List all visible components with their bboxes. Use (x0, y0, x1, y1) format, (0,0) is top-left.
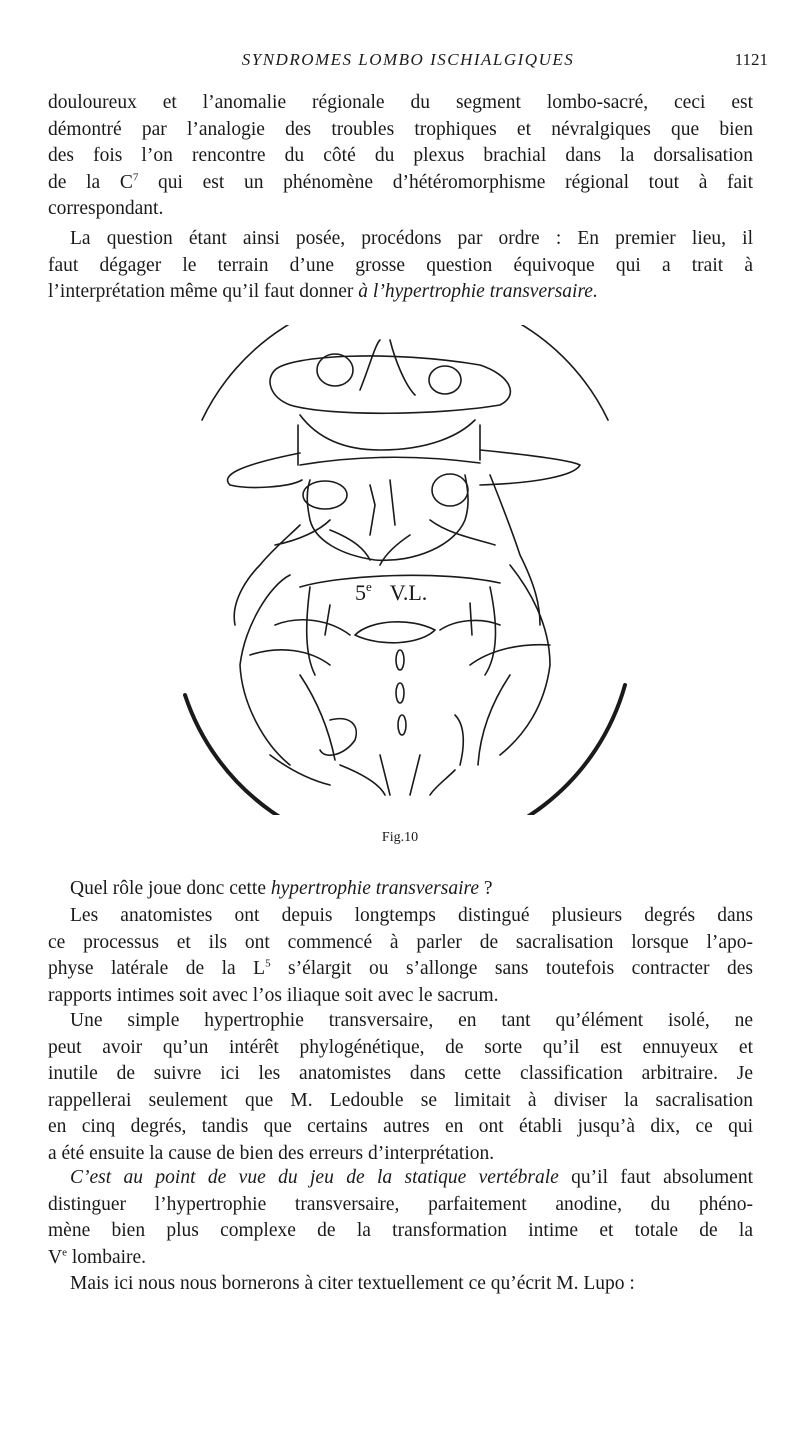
text-line: l’interprétation même qu’il faut donner à l’hypertrophie transversaire. (48, 281, 598, 302)
text-line: faut dégager le terrain d’une grosse question équivoque qui a trait à (48, 254, 753, 276)
paragraph-2 (48, 226, 753, 306)
superscript: e (62, 1246, 67, 1258)
text-line: rappellerai seulement que M. Ledouble se limitait à diviser la sacralisation (48, 1089, 753, 1111)
text-line: mène bien plus complexe de la transformation intime et totale de la (48, 1220, 753, 1241)
text-line: correspondant. (48, 198, 164, 219)
text-line: distinguer l’hypertrophie transversaire, parfaitement anodine, du phéno- (48, 1193, 753, 1215)
circle-arc-top (202, 325, 608, 420)
italic-phrase: à l’hypertrophie transversaire. (358, 281, 598, 302)
text-line: ce processus et ils ont commencé à parler de sacralisation lorsque l’apo- (48, 931, 753, 953)
italic-phrase: hypertrophie transversaire (270, 878, 480, 899)
running-header (48, 50, 768, 76)
running-title: SYNDROMES LOMBO ISCHIALGIQUES (241, 50, 575, 69)
text-line: des fois l’on rencontre du côté du plexus brachial dans la dorsalisation (48, 145, 753, 166)
italic-phrase: C’est au point de vue du jeu de la statique vertébrale (70, 1167, 559, 1188)
text-line: Ve lombaire. (48, 1246, 147, 1268)
page-number: 1121 (734, 50, 768, 69)
text-line: La question étant ainsi posée, procédons par ordre : En premier lieu, il (70, 228, 753, 249)
text-line: de la $C^7$ qui est un phénomène d’hétéromorphisme régional tout à fait (48, 171, 754, 193)
figure-caption: Fig.10 (381, 830, 419, 845)
paragraph-7 (48, 1271, 753, 1298)
circle-arc-bottom (185, 685, 625, 815)
vertebra-label: 5e V.L. (355, 579, 428, 605)
text-line: démontré par l’analogie des troubles trophiques et névralgiques que bien (48, 118, 753, 140)
text-line: C’est au point de vue du jeu de la statique vertébrale qu’il faut absolument (70, 1167, 753, 1188)
text-line: inutile de suivre ici les anatomistes dans cette classification arbitraire. Je (48, 1063, 753, 1084)
text-line: rapports intimes soit avec l’os iliaque soit avec le sacrum. (48, 984, 499, 1006)
text-line: Les anatomistes ont depuis longtemps distingué plusieurs degrés dans (70, 905, 753, 926)
text-line: Mais ici nous nous bornerons à citer textuellement ce qu’écrit M. Lupo : (70, 1273, 635, 1294)
text-line: physe latérale de la $L^5$ s’élargit ou s’allonge sans toutefois contracter des (48, 957, 753, 979)
paragraph-6 (48, 1165, 753, 1271)
text-line: peut avoir qu’un intérêt phylogénétique, de sorte qu’il est ennuyeux et (48, 1036, 753, 1058)
text-line: a été ensuite la cause de bien des erreurs d’interprétation. (48, 1142, 495, 1164)
paragraph-5 (48, 1008, 753, 1167)
text-line: en cinq degrés, tandis que certains autres en ont établi jusqu’à dix, ce qui (48, 1116, 753, 1137)
superscript: 7 (132, 171, 139, 183)
paragraph-4 (48, 903, 753, 1009)
lumbosacral-tracing (180, 325, 630, 815)
text-line: douloureux et l’anomalie régionale du segment lombo-sacré, ceci est (48, 92, 753, 113)
paragraph-3 (48, 876, 753, 903)
text-line: Une simple hypertrophie transversaire, en tant qu’élément isolé, ne (70, 1010, 753, 1031)
text-line: Quel rôle joue donc cette hypertrophie transversaire ? (70, 878, 493, 899)
figure-radiograph-tracing (180, 325, 630, 815)
superscript: 5 (265, 957, 271, 970)
paragraph-1 (48, 90, 753, 223)
